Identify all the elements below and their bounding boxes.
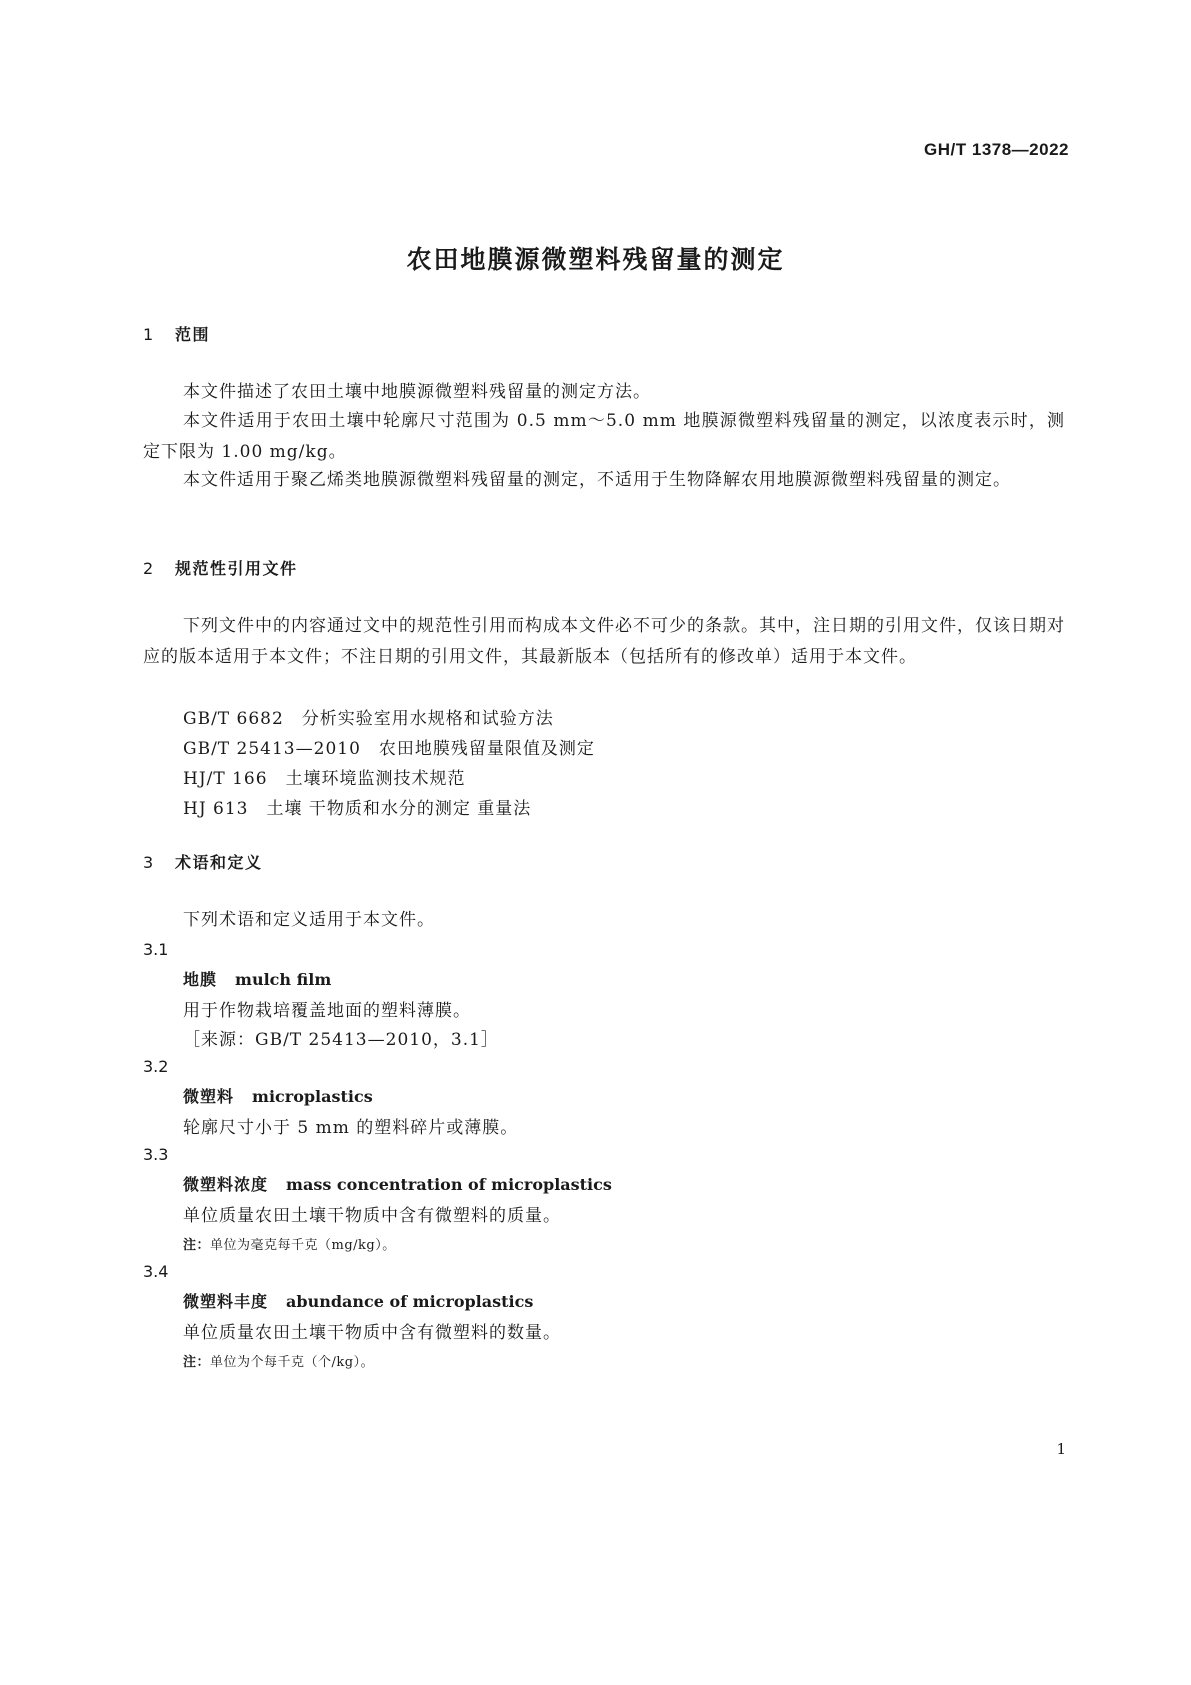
note-text: 单位为个每千克（个/kg）。	[210, 1355, 375, 1370]
reference-code: HJ/T 166	[183, 769, 268, 789]
section-number: 2	[143, 559, 155, 578]
term-number: 3.4	[143, 1262, 169, 1281]
term-en: microplastics	[252, 1087, 373, 1106]
scope-paragraph: 本文件适用于农田土壤中轮廓尺寸范围为 0.5 mm～5.0 mm 地膜源微塑料残留量的测定，以浓度表示时，测定下限为 1.00 mg/kg。	[143, 411, 1065, 462]
term-name	[183, 967, 331, 990]
reference-title: 农田地膜残留量限值及测定	[378, 739, 595, 759]
reference-item	[183, 764, 466, 789]
term-zh: 地膜	[183, 970, 218, 989]
note-label: 注：	[183, 1355, 211, 1370]
reference-item	[183, 734, 595, 759]
note-text: 单位为毫克每千克（mg/kg）。	[210, 1238, 396, 1253]
reference-item	[183, 794, 531, 819]
term-en: mulch film	[235, 970, 332, 989]
section-heading-terms-definitions	[143, 850, 263, 873]
reference-title: 土壤 干物质和水分的测定 重量法	[266, 799, 532, 819]
term-source: ［来源：GB/T 25413—2010，3.1］	[183, 1030, 499, 1050]
document-title: 农田地膜源微塑料残留量的测定	[406, 245, 785, 274]
section-title: 术语和定义	[175, 853, 263, 872]
document-code: GH/T 1378—2022	[924, 140, 1069, 159]
section-heading-scope	[143, 322, 210, 345]
reference-code: GB/T 6682	[183, 709, 284, 729]
reference-code: GB/T 25413—2010	[183, 739, 361, 759]
page-number: 1	[1056, 1440, 1066, 1458]
term-zh: 微塑料丰度	[183, 1292, 269, 1311]
section-number: 1	[143, 325, 155, 344]
terms-intro: 下列术语和定义适用于本文件。	[183, 910, 435, 930]
references-intro: 下列文件中的内容通过文中的规范性引用而构成本文件必不可少的条款。其中，注日期的引用文件，仅该日期对应的版本适用于本文件；不注日期的引用文件，其最新版本（包括所有的修改单）适用于本文件。	[143, 616, 1065, 667]
term-number: 3.3	[143, 1145, 169, 1164]
scope-paragraph: 本文件适用于聚乙烯类地膜源微塑料残留量的测定，不适用于生物降解农用地膜源微塑料残留量的测定。	[183, 470, 1011, 490]
term-name	[183, 1289, 533, 1312]
section-title: 规范性引用文件	[175, 559, 298, 578]
section-number: 3	[143, 853, 155, 872]
term-definition: 单位质量农田土壤干物质中含有微塑料的质量。	[183, 1206, 561, 1226]
term-note	[183, 1234, 396, 1253]
section-title: 范围	[175, 325, 211, 344]
reference-code: HJ 613	[183, 799, 249, 819]
term-definition: 用于作物栽培覆盖地面的塑料薄膜。	[183, 1001, 471, 1021]
term-definition: 单位质量农田土壤干物质中含有微塑料的数量。	[183, 1323, 561, 1343]
term-zh: 微塑料浓度	[183, 1175, 269, 1194]
term-en: mass concentration of microplastics	[286, 1175, 612, 1194]
term-name	[183, 1172, 612, 1195]
term-definition: 轮廓尺寸小于 5 mm 的塑料碎片或薄膜。	[183, 1118, 519, 1138]
reference-item	[183, 704, 554, 729]
note-label: 注：	[183, 1238, 211, 1253]
term-en: abundance of microplastics	[286, 1292, 534, 1311]
scope-paragraph: 本文件描述了农田土壤中地膜源微塑料残留量的测定方法。	[183, 382, 651, 402]
term-zh: 微塑料	[183, 1087, 235, 1106]
term-number: 3.2	[143, 1057, 169, 1076]
term-note	[183, 1351, 374, 1370]
reference-title: 分析实验室用水规格和试验方法	[301, 709, 554, 729]
term-name	[183, 1084, 373, 1107]
term-number: 3.1	[143, 940, 169, 959]
section-heading-normative-references	[143, 556, 298, 579]
reference-title: 土壤环境监测技术规范	[285, 769, 466, 789]
